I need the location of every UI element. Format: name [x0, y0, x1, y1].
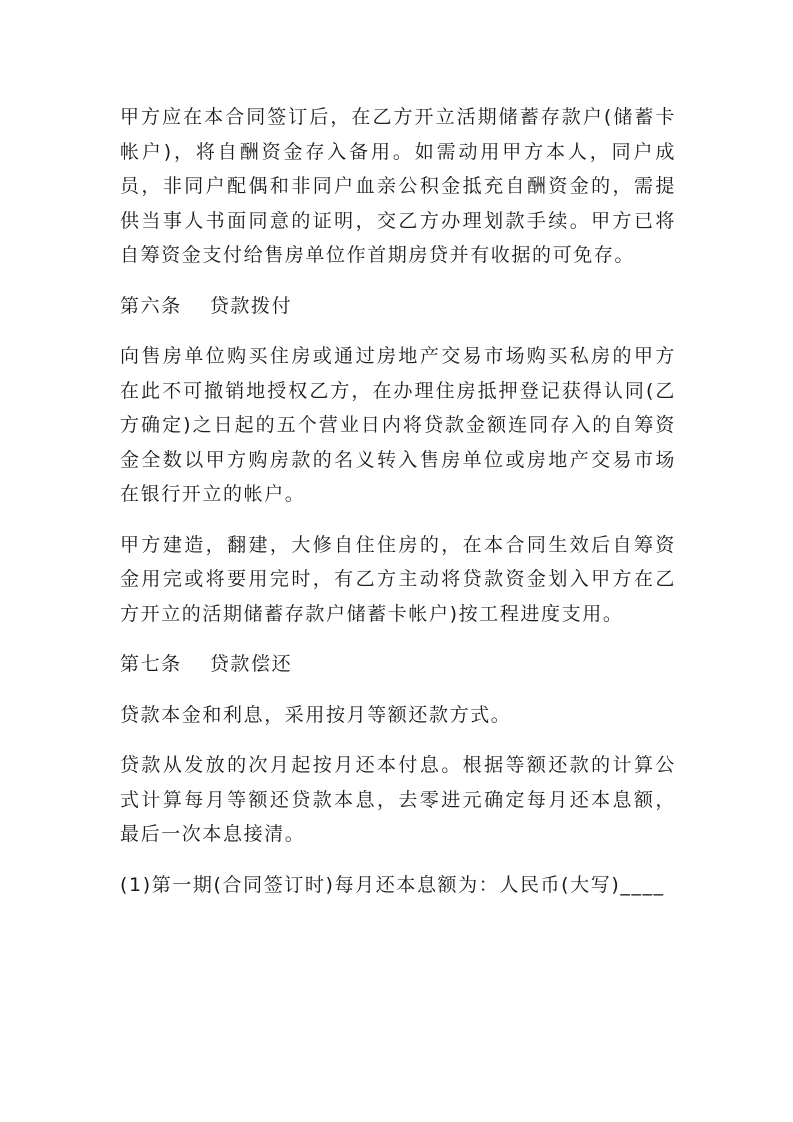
paragraph-loan-disbursement: 向售房单位购买住房或通过房地产交易市场购买私房的甲方在此不可撤销地授权乙方，在办理住房抵押登记获得认同(乙方确定)之日起的五个营业日内将贷款金额连同存入的自筹资金全数以甲方购房款的名义转入售房单位或房地产交易市场在银行开立的帐户。: [120, 345, 676, 505]
paragraph-construction-funds: 甲方建造，翻建，大修自住住房的，在本合同生效后自筹资金用完或将要用完时，有乙方主动将贷款资金划入甲方在乙方开立的活期储蓄存款户储蓄卡帐户)按工程进度支用。: [120, 533, 676, 625]
paragraph-self-funds-deposit: 甲方应在本合同签订后，在乙方开立活期储蓄存款户(储蓄卡帐户)，将自酬资金存入备用。如需动用甲方本人，同户成员，非同户配偶和非同户血亲公积金抵充自酬资金的，需提供当事人书面同意的证明，交乙方办理划款手续。甲方已将自筹资金支付给售房单位作首期房贷并有收据的可免存。: [120, 106, 676, 266]
article-7-number: 第七条: [120, 653, 182, 675]
article-6-number: 第六条: [120, 294, 182, 317]
paragraph-first-period-amount: (1)第一期(合同签订时)每月还本息额为：人民币(大写)____: [120, 873, 665, 896]
document-body: [120, 100, 676, 918]
article-6-heading: [120, 289, 676, 324]
article-7-title: 贷款偿还: [209, 653, 293, 675]
article-7-heading: [120, 647, 676, 682]
paragraph-repayment-schedule: 贷款从发放的次月起按月还本付息。根据等额还款的计算公式计算每月等额还贷款本息，去零进元确定每月还本息额，最后一次本息接清。: [120, 754, 676, 845]
article-6-title: 贷款拨付: [209, 294, 293, 317]
paragraph-repayment-method: 贷款本金和利息，采用按月等额还款方式。: [120, 703, 512, 726]
